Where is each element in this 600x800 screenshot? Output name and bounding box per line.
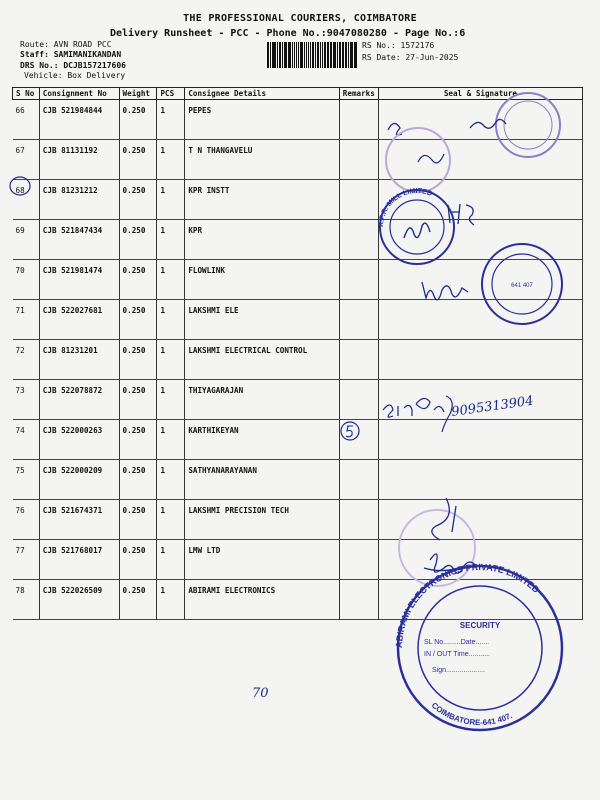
cell-consignment: CJB 522078872	[39, 380, 119, 420]
cell-pcs: 1	[157, 300, 185, 340]
cell-pcs: 1	[157, 580, 185, 620]
cell-consignment: CJB 521847434	[39, 220, 119, 260]
cell-consignment: CJB 522026509	[39, 580, 119, 620]
flowlink-stamp	[482, 244, 562, 324]
cell-consignment: CJB 522000263	[39, 420, 119, 460]
cell-consignee: T N THANGAVELU	[185, 140, 339, 180]
cell-consignee: LMW LTD	[185, 540, 339, 580]
col-seal: Seal & Signature	[378, 88, 582, 100]
cell-pcs: 1	[157, 380, 185, 420]
col-remarks: Remarks	[339, 88, 378, 100]
svg-text:Sign....................: Sign....................	[432, 667, 485, 674]
faint-stamp-top	[496, 93, 560, 157]
signature-67	[418, 154, 444, 163]
cell-consignment: CJB 81231212	[39, 180, 119, 220]
cell-consignee: SATHYANARAYANAN	[185, 460, 339, 500]
cell-consignee: PEPES	[185, 100, 339, 140]
col-weight: Weight	[119, 88, 157, 100]
signature-76	[432, 498, 456, 540]
cell-sno: 67	[13, 140, 40, 180]
cell-consignee: KARTHIKEYAN	[185, 420, 339, 460]
drs-number: DRS No.: DCJB157217606	[20, 61, 126, 70]
cell-consignee: LAKSHMI PRECISION TECH	[185, 500, 339, 540]
cell-consignee: KPR INSTT	[185, 180, 339, 220]
svg-text:641 407: 641 407	[511, 283, 533, 289]
cell-consignee: FLOWLINK	[185, 260, 339, 300]
cell-pcs: 1	[157, 260, 185, 300]
cell-consignment: CJB 521984844	[39, 100, 119, 140]
svg-text:ABIRAMI ELECTRONICS PRIVATE LI: ABIRAMI ELECTRONICS PRIVATE LIMITED	[393, 561, 542, 649]
handwritten-name-73	[383, 396, 452, 432]
cell-pcs: 1	[157, 140, 185, 180]
signature-70	[422, 282, 468, 300]
cell-pcs: 1	[157, 420, 185, 460]
cell-consignment: CJB 81231201	[39, 340, 119, 380]
cell-sno: 74	[13, 420, 40, 460]
svg-text:IN / OUT Time...........: IN / OUT Time...........	[424, 651, 490, 658]
cell-sno: 77	[13, 540, 40, 580]
svg-text:SECURITY: SECURITY	[459, 621, 501, 630]
cell-weight: 0.250	[119, 140, 157, 180]
cell-weight: 0.250	[119, 420, 157, 460]
rs-number: RS No.: 1572176	[362, 41, 435, 50]
cell-pcs: 1	[157, 540, 185, 580]
cell-sno: 76	[13, 500, 40, 540]
company-title: THE PROFESSIONAL COURIERS, COIMBATORE	[183, 13, 417, 24]
cell-weight: 0.250	[119, 220, 157, 260]
col-pcs: PCS	[157, 88, 185, 100]
cell-pcs: 1	[157, 340, 185, 380]
cell-consignment: CJB 81131192	[39, 140, 119, 180]
abirami-security-stamp	[394, 562, 562, 730]
rs-date: RS Date: 27-Jun-2025	[362, 53, 459, 62]
cell-sno: 68	[13, 180, 40, 220]
cell-sno: 72	[13, 340, 40, 380]
handwritten-circle-68	[10, 177, 30, 195]
cell-consignee: LAKSHMI ELECTRICAL CONTROL	[185, 340, 339, 380]
cell-weight: 0.250	[119, 380, 157, 420]
vehicle-label: Vehicle: Box Delivery	[24, 71, 126, 80]
cell-weight: 0.250	[119, 300, 157, 340]
cell-sno: 75	[13, 460, 40, 500]
cell-weight: 0.250	[119, 340, 157, 380]
cell-sno: 70	[13, 260, 40, 300]
cell-sno: 78	[13, 580, 40, 620]
route-label: Route: AVN ROAD PCC	[20, 40, 112, 49]
runsheet-subtitle: Delivery Runsheet - PCC - Phone No.:9047080280 - Page No.:6	[110, 28, 466, 39]
col-consignment: Consignment No	[39, 88, 119, 100]
cell-consignee: ABIRAMI ELECTRONICS	[185, 580, 339, 620]
cell-pcs: 1	[157, 500, 185, 540]
cell-sno: 66	[13, 100, 40, 140]
cell-consignment: CJB 522000209	[39, 460, 119, 500]
cell-sno: 73	[13, 380, 40, 420]
cell-weight: 0.250	[119, 500, 157, 540]
cell-pcs: 1	[157, 460, 185, 500]
handwritten-phone-73: 9095313904	[450, 393, 535, 420]
cell-consignee: THIYAGARAJAN	[185, 380, 339, 420]
cell-weight: 0.250	[119, 460, 157, 500]
svg-text:K.P.R. MILL LIMITED: K.P.R. MILL LIMITED	[377, 187, 433, 228]
handwritten-bottom-mark: 70	[252, 686, 269, 701]
svg-text:COIMBATORE-641 407.: COIMBATORE-641 407.	[429, 700, 514, 728]
cell-consignment: CJB 521981474	[39, 260, 119, 300]
cell-consignee: LAKSHMI ELE	[185, 300, 339, 340]
cell-consignment: CJB 521768017	[39, 540, 119, 580]
cell-pcs: 1	[157, 220, 185, 260]
cell-sno: 71	[13, 300, 40, 340]
cell-weight: 0.250	[119, 180, 157, 220]
cell-weight: 0.250	[119, 580, 157, 620]
col-sno: S No	[13, 88, 40, 100]
col-consignee: Consignee Details	[185, 88, 339, 100]
svg-text:SL No.........Date.......: SL No.........Date.......	[424, 639, 490, 646]
kpr-mill-stamp	[378, 188, 454, 264]
cell-sno: 69	[13, 220, 40, 260]
cell-consignee: KPR	[185, 220, 339, 260]
cell-consignment: CJB 522027681	[39, 300, 119, 340]
cell-weight: 0.250	[119, 540, 157, 580]
cell-weight: 0.250	[119, 100, 157, 140]
cell-pcs: 1	[157, 100, 185, 140]
cell-weight: 0.250	[119, 260, 157, 300]
cell-pcs: 1	[157, 180, 185, 220]
cell-consignment: CJB 521674371	[39, 500, 119, 540]
staff-label: Staff: SAMIMANIKANDAN	[20, 50, 122, 59]
